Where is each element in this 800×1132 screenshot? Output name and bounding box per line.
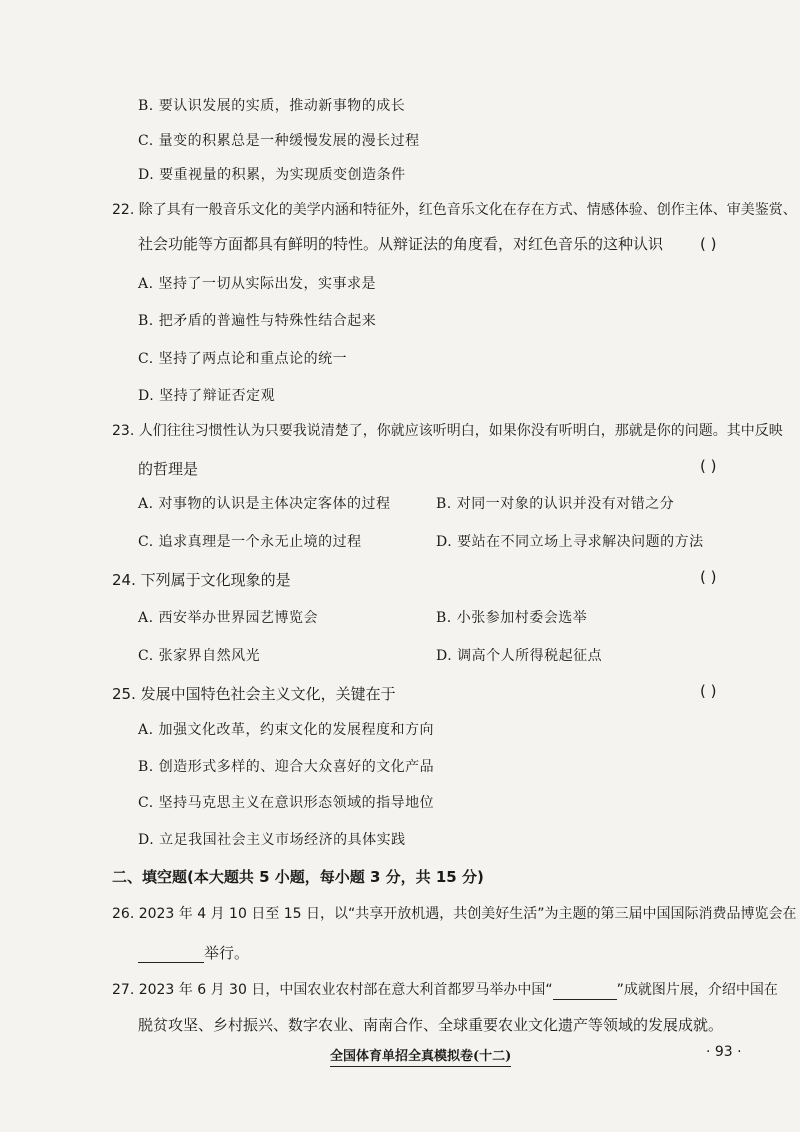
q27-answer-blank[interactable] bbox=[553, 979, 617, 1000]
q23-stem-line1: 23. 人们往往习惯性认为只要我说清楚了，你就应该听明白，如果你没有听明白，那就是你的问题。其中反映 bbox=[112, 423, 783, 439]
q24-option-c: C. 张家界自然风光 bbox=[138, 648, 261, 664]
q25-option-a: A. 加强文化改革，约束文化的发展程度和方向 bbox=[138, 722, 435, 738]
section-fill-in-title: 二、填空题(本大题共 5 小题，每小题 3 分，共 15 分) bbox=[112, 868, 484, 886]
q23-option-d: D. 要站在不同立场上寻求解决问题的方法 bbox=[436, 534, 704, 550]
q25-option-c: C. 坚持马克思主义在意识形态领域的指导地位 bbox=[138, 795, 435, 811]
q22-stem-line1: 22. 除了具有一般音乐文化的美学内涵和特征外，红色音乐文化在存在方式、情感体验、创作主体、审美鉴赏、 bbox=[112, 202, 797, 218]
q21-option-b: B. 要认识发展的实质，推动新事物的成长 bbox=[138, 98, 406, 114]
q22-stem-line2: 社会功能等方面都具有鲜明的特性。从辩证法的角度看，对红色音乐的这种认识 bbox=[138, 235, 664, 253]
q23-stem-line2: 的哲理是 bbox=[138, 460, 199, 478]
q22-option-d: D. 坚持了辩证否定观 bbox=[138, 388, 276, 404]
q24-answer-bracket: ( ) bbox=[700, 568, 717, 586]
q27-stem-line2: 脱贫攻坚、乡村振兴、数字农业、南南合作、全球重要农业文化遗产等领域的发展成就。 bbox=[138, 1016, 724, 1034]
q26-stem-line1: 26. 2023 年 4 月 10 日至 15 日，以“共享开放机遇，共创美好生活”为主题的第三届中国国际消费品博览会在 bbox=[112, 906, 797, 922]
q27-line1-prefix: 27. 2023 年 6 月 30 日，中国农业农村部在意大利首都罗马举办中国“ bbox=[112, 982, 553, 998]
q22-option-b: B. 把矛盾的普遍性与特殊性结合起来 bbox=[138, 313, 377, 329]
q22-option-c: C. 坚持了两点论和重点论的统一 bbox=[138, 351, 348, 367]
q24-option-a: A. 西安举办世界园艺博览会 bbox=[138, 610, 319, 626]
q24-option-d: D. 调高个人所得税起征点 bbox=[436, 648, 603, 664]
q25-option-b: B. 创造形式多样的、迎合大众喜好的文化产品 bbox=[138, 759, 435, 775]
q22-option-a: A. 坚持了一切从实际出发，实事求是 bbox=[138, 276, 377, 292]
q25-option-d: D. 立足我国社会主义市场经济的具体实践 bbox=[138, 832, 406, 848]
q21-option-d: D. 要重视量的积累，为实现质变创造条件 bbox=[138, 167, 406, 183]
q25-answer-bracket: ( ) bbox=[700, 682, 717, 700]
q26-stem-line2 bbox=[138, 942, 249, 963]
q24-stem: 24. 下列属于文化现象的是 bbox=[112, 571, 291, 589]
q22-answer-bracket: ( ) bbox=[700, 235, 717, 253]
footer-exam-title: 全国体育单招全真模拟卷(十二) bbox=[330, 1045, 511, 1067]
q23-answer-bracket: ( ) bbox=[700, 457, 717, 475]
q26-answer-blank[interactable] bbox=[138, 942, 204, 963]
page-number: · 93 · bbox=[706, 1044, 742, 1060]
q26-line2-suffix: 举行。 bbox=[204, 944, 250, 962]
q23-option-b: B. 对同一对象的认识并没有对错之分 bbox=[436, 496, 675, 512]
q25-stem: 25. 发展中国特色社会主义文化，关键在于 bbox=[112, 685, 396, 703]
q27-stem-line1 bbox=[112, 979, 778, 1000]
q24-option-b: B. 小张参加村委会选举 bbox=[436, 610, 588, 626]
q21-option-c: C. 量变的积累总是一种缓慢发展的漫长过程 bbox=[138, 133, 420, 149]
q23-option-c: C. 追求真理是一个永无止境的过程 bbox=[138, 534, 362, 550]
q27-line1-suffix: ”成就图片展，介绍中国在 bbox=[616, 982, 778, 998]
q23-option-a: A. 对事物的认识是主体决定客体的过程 bbox=[138, 496, 391, 512]
